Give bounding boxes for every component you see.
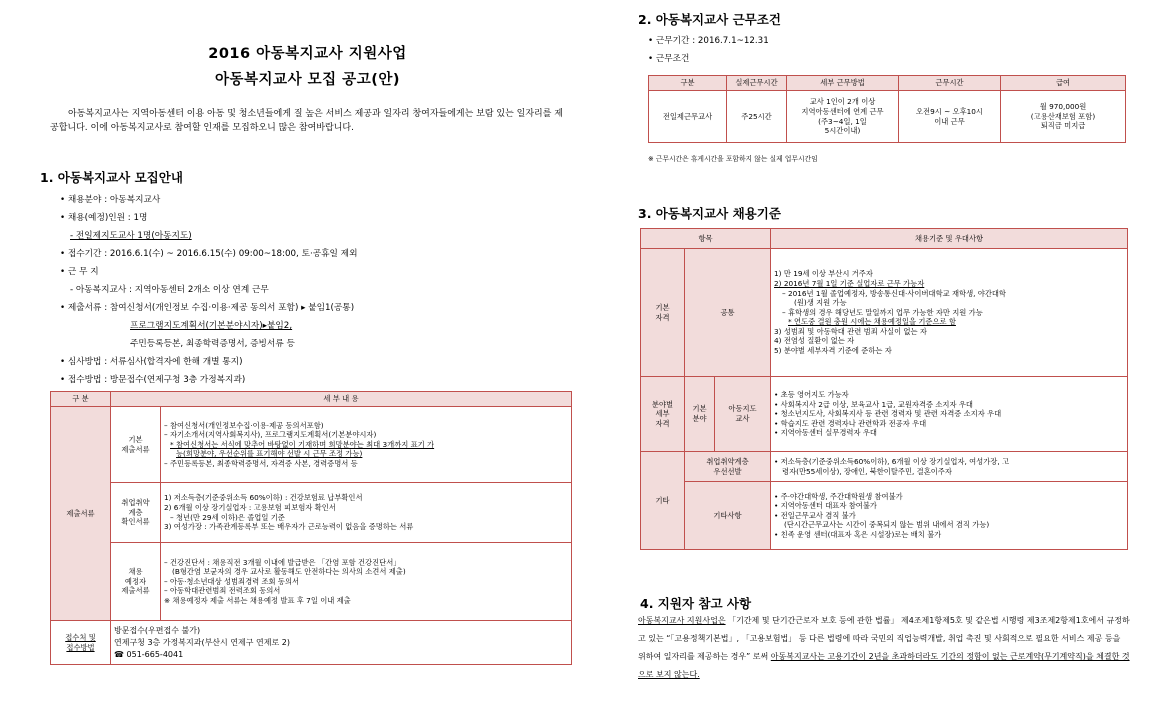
- section-3-heading: 3. 아동복지교사 채용기준: [638, 206, 781, 221]
- priority-content: [771, 452, 1128, 482]
- list-item: - 전일제지도교사 1명(아동지도): [70, 231, 192, 241]
- row-label: 채용 예정자 제출서류: [111, 543, 161, 621]
- cell-type: 전일제근무교사: [649, 91, 727, 143]
- cell-line: 능(희망분야, 우선순위를 표기해야 선발 시 근무 조정 가능): [176, 449, 363, 459]
- cell-line: 령자(만55세이상), 장애인, 북한이탈주민, 결혼이주자: [782, 466, 952, 476]
- cell-line: * 연도중 결원 충원 시에는 채용예정일을 기준으로 함: [788, 317, 956, 327]
- priority-label: 취업취약계층 우선선발: [685, 452, 771, 482]
- contact-content: [111, 621, 572, 665]
- cell-line: – 청년(만 29세 이하)은 졸업일 기준: [170, 512, 285, 522]
- cell-line: (B형간염 보균자의 경우 교사로 활동해도 안전하다는 의사의 소견서 제출): [172, 567, 406, 577]
- cell-line: – 휴학생의 경우 해당년도 말일까지 업무 가능한 자만 지원 가능: [782, 307, 983, 317]
- cell-line: – 자기소개서(지역사회복지사), 프로그램지도계획서(기본분야시자): [164, 430, 377, 440]
- list-item: • 접수방법 : 방문접수(연제구청 3층 가정복지과): [60, 375, 246, 385]
- cell-line: – 아동·청소년대상 성범죄경력 조회 동의서: [164, 576, 300, 586]
- section-4-paragraph: [638, 612, 1130, 684]
- cell-line: • 초등 영어지도 가능자: [774, 390, 849, 400]
- contact-label: 접수처 및 접수방법: [51, 621, 111, 665]
- etc-content: [771, 482, 1128, 550]
- cell-line: 4) 전염성 질환이 없는 자: [774, 336, 855, 346]
- cell-line: 2) 2016년 7월 1일 기준 실업자로 근무 가능자: [774, 278, 925, 288]
- row-label: 취업취약 계층 확인서류: [111, 483, 161, 543]
- common-label: 공통: [685, 249, 771, 377]
- list-item: • 채용분야 : 아동복지교사: [60, 195, 161, 205]
- cell-line: • 저소득층(기준중위소득60%이하), 6개월 이상 장기실업자, 여성가장, 고: [774, 456, 1010, 466]
- cell-line: 연제구청 3층 가정복지과(부산시 연제구 연제로 2): [114, 637, 290, 647]
- list-item: • 근무기간 : 2016.7.1~12.31: [648, 36, 769, 46]
- para-part-2: 「기간제 및 단기간근로자 보호 등에 관한 법률」 제4조제1항제5호 및 같은법 시행령 제3조제2항제1호에서 규정하고 있는 “「고용정책기본법」, 「고용보험법」 등 다른 법령에 따라 국민의 직업능력개발, 취업 촉진 및 사회적으로 필요한 서비스 제공 등을 위하여 일자리를 제공하는 경우” 로써: [638, 616, 1130, 661]
- row-label: 기본 제출서류: [111, 407, 161, 483]
- cell-line: (원)생 지원 가능: [794, 298, 847, 308]
- section-2-heading: 2. 아동복지교사 근무조건: [638, 12, 781, 27]
- work-conditions-table: [648, 75, 1126, 143]
- list-item: - 아동복지교사 : 지역아동센터 2개소 이상 연계 근무: [70, 285, 269, 295]
- cell-line: 3) 여성가장 : 가족관계등록부 또는 배우자가 근로능력이 없음을 증명하는 서류: [164, 522, 414, 532]
- cell-time: 오전9시 ~ 오후10시 이내 근무: [899, 91, 1001, 143]
- title-line-1: 2016 아동복지교사 지원사업: [208, 46, 407, 62]
- table-header: 구분: [649, 76, 727, 91]
- cell-line: • 친족 운영 센터(대표자 혹은 시설장)로는 배치 불가: [774, 529, 942, 539]
- cell-line: • 사회복지사 2급 이상, 보육교사 1급, 교원자격증 소지자 우대: [774, 399, 973, 409]
- group-label: 제출서류: [51, 407, 111, 621]
- cell-line: 1) 만 19세 이상 부산시 거주자: [774, 269, 873, 279]
- title-line-2: 아동복지교사 모집 공고(안): [215, 72, 400, 88]
- para-part-3: 아동복지교사는 고용기간이 2년을 초과하더라도 기간의 정함이 없는 근로계약(무기계약직)을 체결한 것으로 보지 않는다.: [638, 652, 1130, 679]
- table-header: 실제근무시간: [727, 76, 787, 91]
- etc-sub-label: 기타사항: [685, 482, 771, 550]
- cell-line: • 학습지도 관련 경력자나 관련학과 전공자 우대: [774, 418, 927, 428]
- table-header: 근무시간: [899, 76, 1001, 91]
- list-item: 프로그램지도계획서(기본분야시자)▸붙임2,: [130, 321, 293, 331]
- cell-hours: 주25시간: [727, 91, 787, 143]
- cell-line: • 주·야간대학생, 주간대학원생 참여불가: [774, 491, 903, 501]
- list-item: • 채용(예정)인원 : 1명: [60, 213, 148, 223]
- row-content: [161, 543, 572, 621]
- criteria-table: [640, 228, 1128, 550]
- cell-method: 교사 1인이 2개 이상 지역아동센터에 연계 근무 (주3~4일, 1일 5시간이내): [787, 91, 899, 143]
- phone-line: ☎ 051-665-4041: [114, 649, 184, 659]
- cell-line: • 청소년지도사, 사회복지사 등 관련 경력자 및 관련 자격증 소지자 우대: [774, 409, 1002, 419]
- row-content: [161, 407, 572, 483]
- row-content: [161, 483, 572, 543]
- cell-line: • 전일근무교사 겸직 불가: [774, 510, 856, 520]
- table-header: 구 분: [51, 392, 111, 407]
- cell-line: 2) 6개월 이상 장기실업자 : 고용보험 피보험자 확인서: [164, 502, 336, 512]
- cell-line: – 건강진단서 : 채용직전 3개월 이내에 발급받은 「간염 포함 건강진단서」: [164, 557, 401, 567]
- section-1-heading: 1. 아동복지교사 모집안내: [40, 170, 183, 185]
- cell-pay: 월 970,000원 (고용산재보험 포함) 퇴직금 미지급: [1001, 91, 1126, 143]
- para-part-1: 아동복지교사 지원사업은: [638, 616, 726, 625]
- list-item: • 제출서류 : 참여신청서(개인정보 수집·이용·제공 동의서 포함) ▸ 붙임1(공통): [60, 303, 355, 313]
- cell-line: 방문접수(우편접수 불가): [114, 625, 201, 635]
- table-header: 세 부 내 용: [111, 392, 572, 407]
- field-sub-label-2: 아동지도 교사: [715, 377, 771, 452]
- common-content: [771, 249, 1128, 377]
- intro-paragraph: 아동복지교사는 지역아동센터 이용 아동 및 청소년들에게 질 높은 서비스 제공과 일자리 창여자들에게는 보람 있는 일자리를 제공합니다. 이에 아동복지교사로 참여할 인재를 모집하오니 많은 참여바랍니다.: [50, 109, 564, 133]
- field-content: [771, 377, 1128, 452]
- table-header: 세부 근무방법: [787, 76, 899, 91]
- cell-line: – 참여신청서(개인정보수집·이용·제공 동의서포함): [164, 420, 324, 430]
- cell-line: • 지역아동센터 대표자 참여불가: [774, 501, 877, 511]
- work-note: ※ 근무시간은 휴게시간을 포함하지 않는 실제 업무시간임: [648, 155, 818, 163]
- section-4-heading: 4. 지원자 참고 사항: [640, 596, 752, 611]
- list-item: • 심사방법 : 서류심사(합격자에 한해 개별 통지): [60, 357, 243, 367]
- etc-label: 기타: [641, 452, 685, 550]
- list-item: • 접수기간 : 2016.6.1(수) ~ 2016.6.15(수) 09:00~18:00, 토·공휴일 제외: [60, 249, 358, 259]
- cell-line: – 아동학대관련범죄 전력조회 동의서: [164, 586, 281, 596]
- cell-line: (단시간근무교사는 시간이 중복되지 않는 범위 내에서 겸직 가능): [784, 520, 990, 530]
- cell-line: 5) 분야별 세부자격 기준에 준하는 자: [774, 346, 892, 356]
- list-item: • 근무조건: [648, 54, 690, 64]
- basic-label: 기본 자격: [641, 249, 685, 377]
- cell-line: * 참여신청서는 서식에 맞추어 바탕없이 기재하며 희망분야는 최대 3개까지 표기 가: [170, 439, 435, 449]
- cell-line: 3) 성범죄 및 아동학대 관련 범죄 사실이 없는 자: [774, 326, 927, 336]
- table-header: 항목: [641, 229, 771, 249]
- table-header: 급여: [1001, 76, 1126, 91]
- cell-line: • 지역아동센터 실무경력자 우대: [774, 428, 877, 438]
- list-item: • 근 무 지: [60, 267, 99, 277]
- table-header: 채용기준 및 우대사항: [771, 229, 1128, 249]
- field-sub-label: 기본 분야: [685, 377, 715, 452]
- submission-table: [50, 391, 572, 665]
- cell-line: – 주민등록등본, 최종학력증명서, 자격증 사본, 경력증명서 등: [164, 458, 358, 468]
- field-label: 분야별 세부 자격: [641, 377, 685, 452]
- cell-line: ※ 채용예정자 제출 서류는 채용예정 발표 후 7일 이내 제출: [164, 595, 351, 605]
- cell-line: – 2016년 1월 졸업예정자, 방송통신대·사이버대학교 재학생, 야간대학: [782, 288, 1006, 298]
- cell-line: 1) 저소득층(기준중위소득 60%이하) : 건강보험료 납부확인서: [164, 493, 363, 503]
- list-item: 주민등록등본, 최종학력증명서, 증빙서류 등: [130, 339, 295, 349]
